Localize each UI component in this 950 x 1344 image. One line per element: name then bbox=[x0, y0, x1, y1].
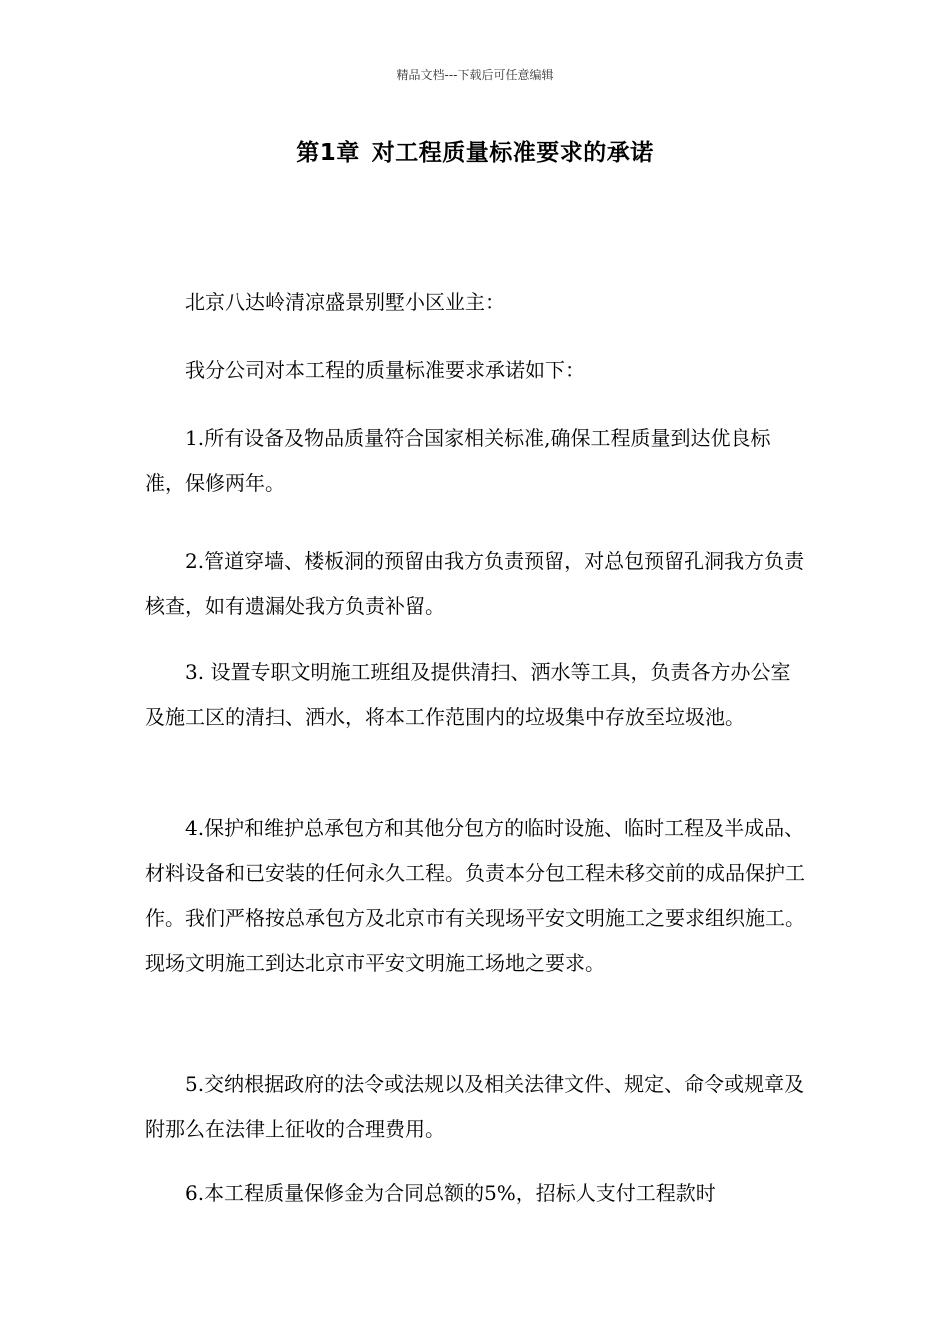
commitment-item: 3. 设置专职文明施工班组及提供清扫、洒水等工具，负责各方办公室及施工区的清扫、洒水，将本工作范围内的垃圾集中存放至垃圾池。 bbox=[145, 660, 791, 729]
commitment-item: 6.本工程质量保修金为合同总额的5%，招标人支付工程款时 bbox=[185, 1181, 716, 1205]
chapter-title bbox=[0, 134, 950, 167]
commitment-item: 4.保护和维护总承包方和其他分包方的临时设施、临时工程及半成品、材料设备和已安装的任何永久工程。负责本分包工程未移交前的成品保护工作。我们严格按总承包方及北京市有关现场平安文明施工之要求组织施工。现场文明施工到达北京市平安文明施工场地之要求。 bbox=[145, 816, 805, 975]
chapter-title-text: 对工程质量标准要求的承诺 bbox=[371, 140, 654, 166]
header-note: 精品文档---下载后可任意编辑 bbox=[396, 68, 554, 82]
chapter-number: 第1章 bbox=[296, 140, 360, 166]
salutation: 北京八达岭清凉盛景别墅小区业主： bbox=[185, 290, 505, 314]
intro-paragraph: 我分公司对本工程的质量标准要求承诺如下： bbox=[185, 358, 585, 382]
commitment-item: 2.管道穿墙、楼板洞的预留由我方负责预留，对总包预留孔洞我方负责核查，如有遗漏处我方负责补留。 bbox=[145, 549, 805, 618]
commitment-item: 1.所有设备及物品质量符合国家相关标准,确保工程质量到达优良标准，保修两年。 bbox=[145, 426, 771, 495]
commitment-item: 5.交纳根据政府的法令或法规以及相关法律文件、规定、命令或规章及附那么在法律上征收的合理费用。 bbox=[145, 1072, 805, 1141]
